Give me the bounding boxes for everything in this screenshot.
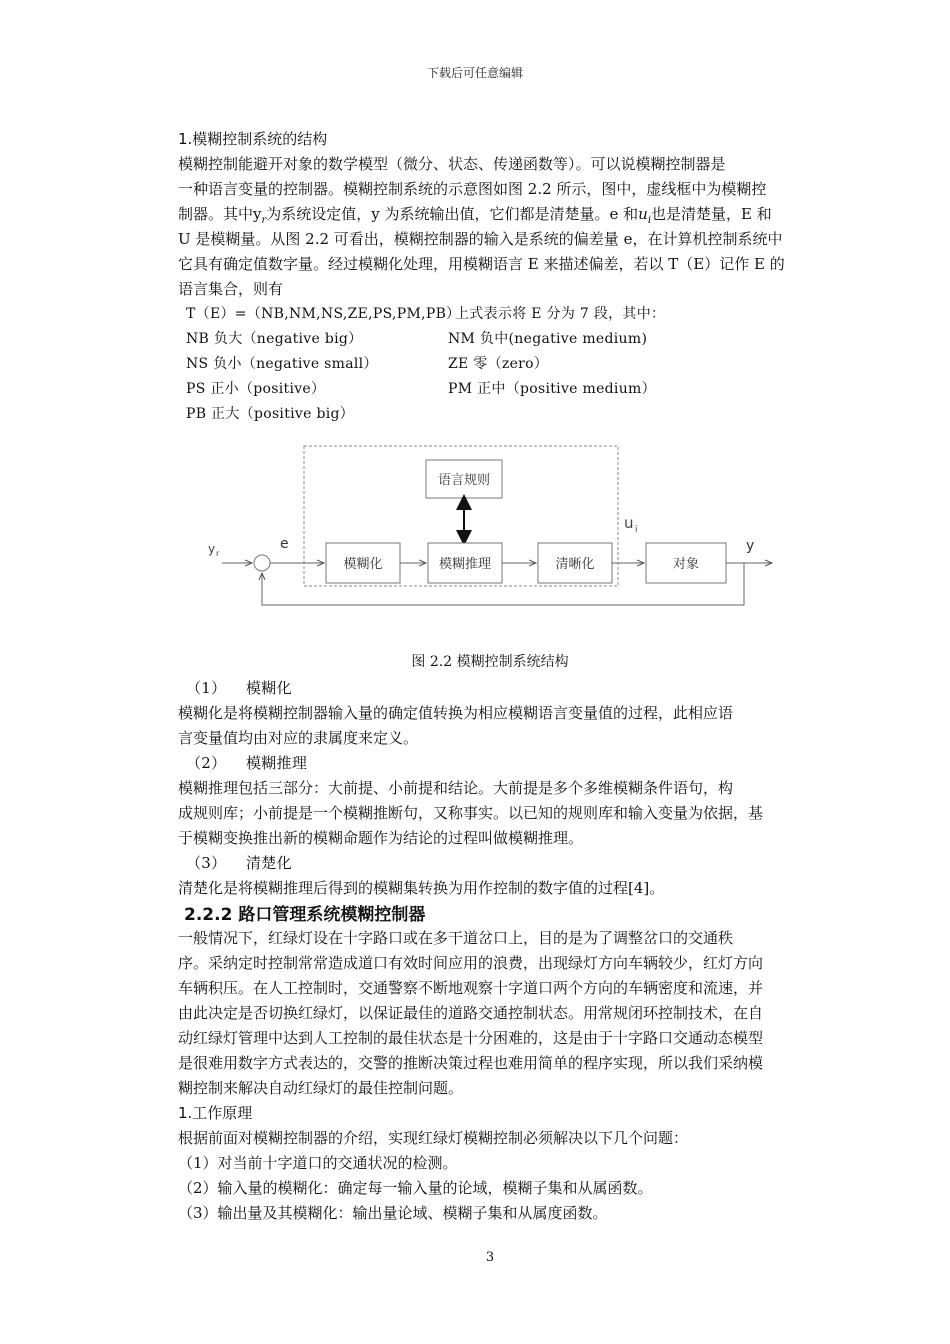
output-label: y	[746, 538, 755, 554]
term-ps: PS 正小（positive）	[186, 381, 326, 397]
rule-block-label: 语言规则	[437, 473, 491, 488]
paragraph-line: 它具有确定值数字量。经过模糊化处理，用模糊语言 E 来描述偏差，若以 T（E）记作 E 的	[178, 255, 785, 273]
fuzzy-control-diagram	[200, 440, 790, 620]
term-nm: NM 负中(negative medium)	[448, 331, 648, 347]
term-pb: PB 正大（positive big）	[186, 406, 355, 422]
paragraph-line: 模糊控制能避开对象的数学模型（微分、状态、传递函数等）。可以说模糊控制器是	[178, 155, 726, 173]
item-number: （3）	[186, 854, 227, 872]
subscript: r	[261, 215, 267, 226]
inference-block-label: 模糊推理	[438, 557, 492, 572]
summing-junction	[254, 555, 270, 571]
paragraph-line	[178, 203, 772, 226]
control-label: u	[624, 514, 634, 532]
paragraph-line: 清楚化是将模糊推理后得到的模糊集转换为用作控制的数字值的过程[4]。	[178, 879, 665, 897]
term-pm: PM 正中（positive medium）	[448, 381, 656, 397]
subscript: i	[647, 215, 652, 226]
paragraph-line: 一般情况下，红绿灯设在十字路口或在多干道岔口上，目的是为了调整岔口的交通秩	[178, 929, 734, 947]
paragraph-line: 一种语言变量的控制器。模糊控制系统的示意图如图 2.2 所示，图中，虚线框中为模糊控	[178, 180, 767, 198]
paragraph-line: 于模糊变换推出新的模糊命题作为结论的过程叫做模糊推理。	[178, 829, 584, 847]
figure-caption: 图 2.2 模糊控制系统结构	[411, 654, 569, 670]
item-title: 模糊推理	[246, 754, 308, 772]
set-note: 上式表示将 E 分为 7 段，其中：	[455, 306, 666, 322]
list-item: （1）对当前十字道口的交通状况的检测。	[178, 1154, 458, 1172]
paragraph-line: 模糊推理包括三部分：大前提、小前提和结论。大前提是多个多维模糊条件语句，构	[178, 779, 734, 797]
set-definition: T（E）=（NB,NM,NS,ZE,PS,PM,PB）	[186, 306, 461, 322]
text-run: 为系统设定值，y 为系统输出值，它们都是清楚量。e 和	[266, 205, 639, 223]
term-nb: NB 负大（negative big）	[186, 331, 363, 347]
section-heading-controller: 2.2.2 路口管理系统模糊控制器	[184, 905, 426, 925]
list-item: （3）输出量及其模糊化：输出量论域、模糊子集和从属度函数。	[178, 1204, 608, 1222]
paragraph-line: 是很难用数字方式表达的，交警的推断决策过程也难用简单的程序实现，所以我们采纳模	[178, 1054, 764, 1072]
plant-block-label: 对象	[672, 557, 700, 572]
item-title: 模糊化	[246, 679, 292, 697]
paragraph-line: 车辆积压。在人工控制时，交通警察不断地观察十字道口两个方向的车辆密度和流速，并	[178, 979, 764, 997]
paragraph-line: 糊控制来解决自动红绿灯的最佳控制问题。	[178, 1079, 464, 1097]
paragraph-line: 言变量值均由对应的隶属度来定义。	[178, 729, 419, 747]
page-number: 3	[485, 1250, 495, 1265]
section-heading-structure: 1.模糊控制系统的结构	[178, 130, 328, 148]
paragraph-line: 语言集合，则有	[178, 280, 284, 298]
term-ze: ZE 零（zero）	[448, 356, 549, 372]
setpoint-label: y	[208, 542, 216, 556]
paragraph-line: U 是模糊量。从图 2.2 可看出，模糊控制器的输入是系统的偏差量 e，在计算机控制系统中	[178, 230, 783, 248]
control-subscript: i	[635, 525, 638, 535]
setpoint-subscript: r	[216, 549, 220, 558]
paragraph-line: 根据前面对模糊控制器的介绍，实现红绿灯模糊控制必须解决以下几个问题：	[178, 1129, 689, 1147]
item-number: （2）	[186, 754, 227, 772]
fuzzify-block-label: 模糊化	[343, 557, 383, 572]
text-run: 也是清楚量，E 和	[651, 205, 772, 223]
paragraph-line: 成规则库；小前提是一个模糊推断句，又称事实。以已知的规则库和输入变量为依据，基	[178, 804, 764, 822]
paragraph-line: 动红绿灯管理中达到人工控制的最佳状态是十分困难的，这是由于十字路口交通动态模型	[178, 1029, 764, 1047]
paragraph-line: 序。采纳定时控制常常造成道口有效时间应用的浪费，出现绿灯方向车辆较少，红灯方向	[178, 954, 764, 972]
list-item: （2）输入量的模糊化：确定每一输入量的论域，模糊子集和从属函数。	[178, 1179, 653, 1197]
term-ns: NS 负小（negative small）	[186, 356, 378, 372]
text-run: u	[638, 205, 648, 223]
error-label: e	[280, 536, 289, 552]
page-header: 下载后可任意编辑	[426, 66, 523, 80]
section-heading-principle: 1.工作原理	[178, 1104, 253, 1122]
paragraph-line: 由此决定是否切换红绿灯，以保证最佳的道路交通控制状态。用常规闭环控制技术，在自	[178, 1004, 764, 1022]
text-run: 制器。其中y	[178, 205, 262, 223]
item-number: （1）	[186, 679, 227, 697]
defuzzify-block-label: 清晰化	[555, 557, 595, 572]
paragraph-line: 模糊化是将模糊控制器输入量的确定值转换为相应模糊语言变量值的过程，此相应语	[178, 704, 734, 722]
item-title: 清楚化	[246, 854, 292, 872]
